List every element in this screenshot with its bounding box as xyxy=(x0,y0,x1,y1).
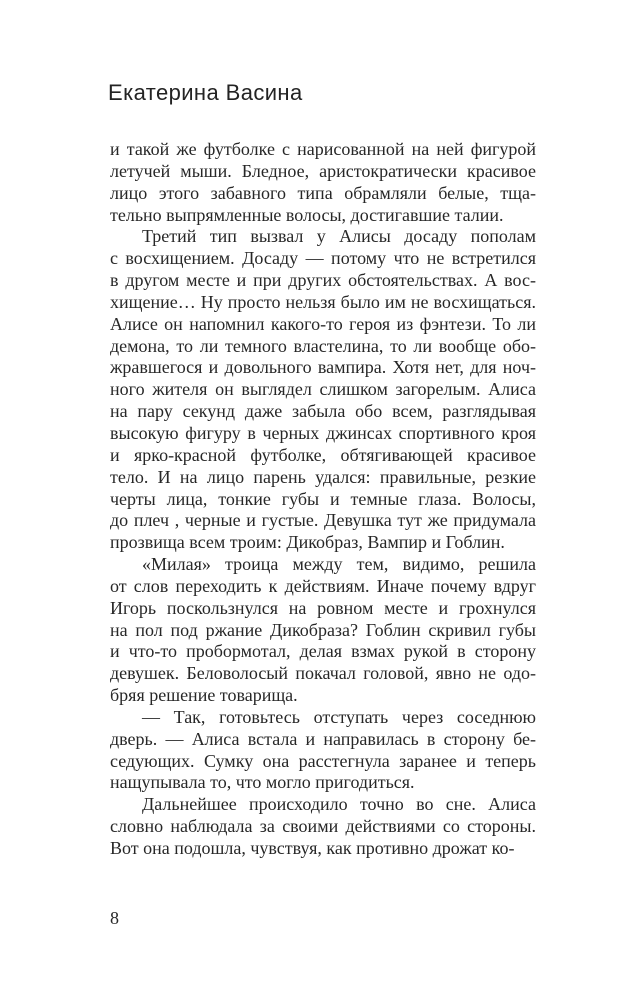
text-line: Алисе он напомнил какого-то героя из фэнтези. То ли xyxy=(110,313,536,334)
text-line: с восхищением. Досаду — потому что не встретился xyxy=(110,248,536,269)
text-line: «Милая» троица между тем, видимо, решила xyxy=(142,554,536,575)
text-line: тельно выпрямленные волосы, достигавшие талии. xyxy=(110,204,504,225)
text-line: высокую фигуру в черных джинсах спортивного кроя xyxy=(110,422,536,443)
page-number: 8 xyxy=(110,908,119,928)
author-name: Екатерина Васина xyxy=(108,80,303,105)
text-line: демона, то ли темного властелина, то ли вообще обо- xyxy=(110,335,536,356)
text-line: нащупывала то, что могло пригодиться. xyxy=(110,772,415,793)
text-line: Третий тип вызвал у Алисы досаду пополам xyxy=(142,226,536,247)
text-line: Игорь поскользнулся на ровном месте и грохнулся xyxy=(110,597,536,618)
paragraph xyxy=(110,139,536,226)
text-line: седующих. Сумку она расстегнула заранее и теперь xyxy=(110,750,536,771)
text-line: на пару секунд даже забыла обо всем, разглядывая xyxy=(110,401,536,422)
page-body xyxy=(110,139,536,860)
text-line: Дальнейшее происходило точно во сне. Алиса xyxy=(142,794,536,815)
text-line: и что-то пробормотал, делая взмах рукой в сторону xyxy=(110,641,536,662)
text-line: прозвища всем троим: Дикобраз, Вампир и Гоблин. xyxy=(110,532,505,553)
page-footer xyxy=(110,908,119,929)
text-line: от слов переходить к действиям. Иначе почему вдруг xyxy=(110,575,536,596)
text-line: в другом месте и при других обстоятельствах. А вос- xyxy=(110,270,536,291)
text-line: до плеч , черные и густые. Девушка тут же придумала xyxy=(110,510,536,531)
paragraph xyxy=(110,707,536,794)
text-line: словно наблюдала за своими действиями со стороны. xyxy=(110,816,536,837)
text-line: и ярко-красной футболке, обтягивающей красивое xyxy=(110,444,536,465)
running-header xyxy=(108,80,303,106)
text-line: ного жителя он выглядел слишком загорелым. Алиса xyxy=(110,379,536,400)
paragraph xyxy=(110,794,536,860)
text-line: на пол под ржание Дикобраза? Гоблин скривил губы xyxy=(110,619,536,640)
text-line: бряя решение товарища. xyxy=(110,685,298,706)
text-line: черты лица, тонкие губы и темные глаза. Волосы, xyxy=(110,488,536,509)
text-line: дверь. — Алиса встала и направилась в сторону бе- xyxy=(110,728,536,749)
text-line: тело. И на лицо парень удался: правильные, резкие xyxy=(110,466,536,487)
text-line: летучей мыши. Бледное, аристократически красивое xyxy=(110,160,536,181)
paragraph xyxy=(110,554,536,707)
text-line: девушек. Беловолосый покачал головой, явно не одо- xyxy=(110,663,536,684)
text-line: — Так, готовьтесь отступать через соседнюю xyxy=(142,706,536,727)
text-line: жравшегося и довольного вампира. Хотя нет, для ноч- xyxy=(110,357,536,378)
text-line: лицо этого забавного типа обрамляли белые, тща- xyxy=(110,182,536,203)
text-line: и такой же футболке с нарисованной на ней фигурой xyxy=(110,139,536,159)
text-line: хищение… Ну просто нельзя было им не восхищаться. xyxy=(110,291,536,312)
text-line: Вот она подошла, чувствуя, как противно дрожат ко- xyxy=(110,838,515,858)
paragraph xyxy=(110,226,536,554)
